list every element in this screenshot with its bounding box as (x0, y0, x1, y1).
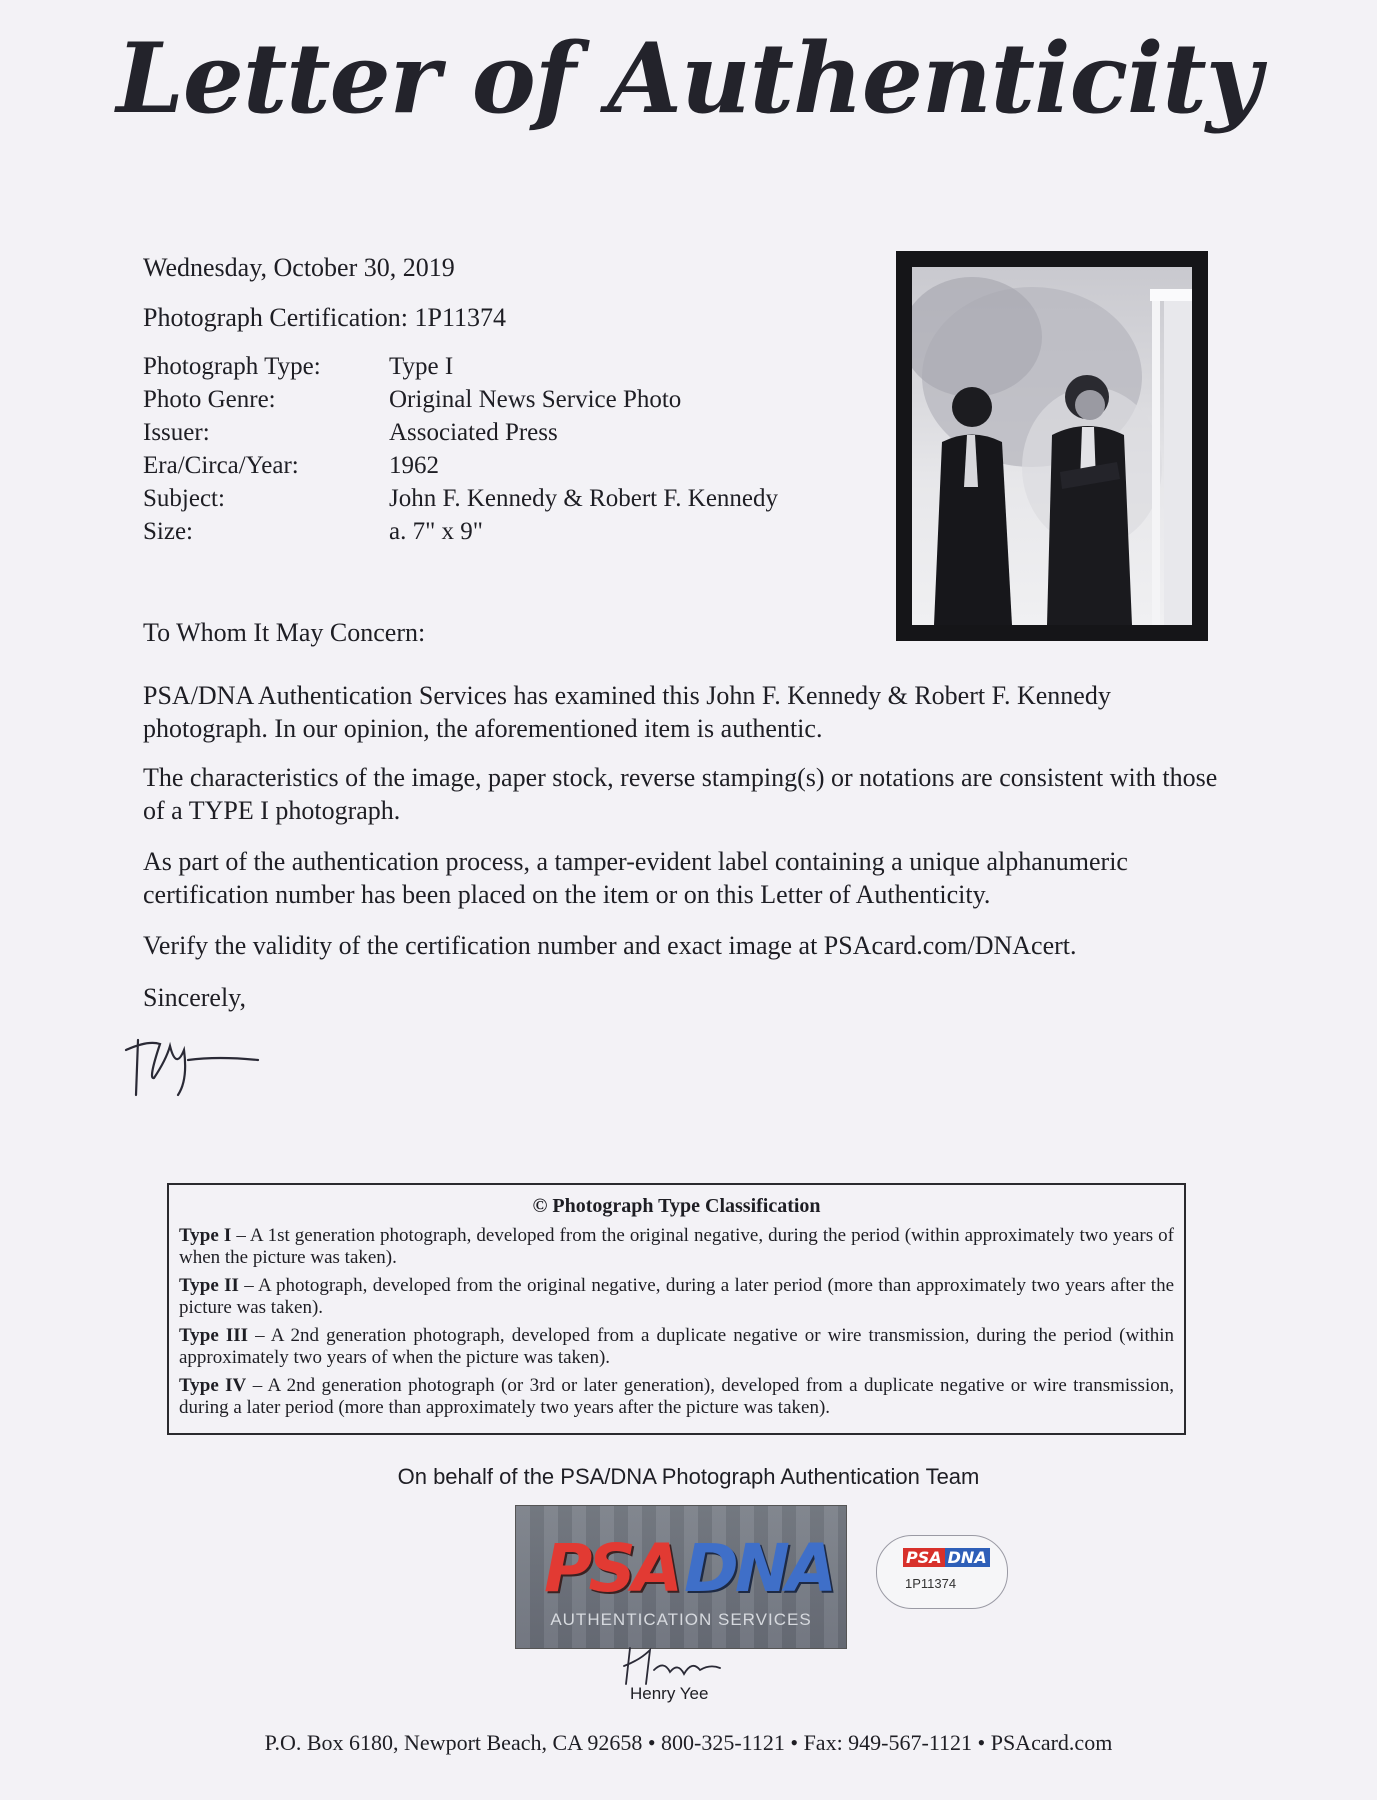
signer-name: Henry Yee (630, 1684, 709, 1703)
photograph-frame (896, 251, 1208, 641)
salutation: To Whom It May Concern: (143, 618, 426, 647)
type-name: Type IV (179, 1375, 247, 1396)
detail-label: Photograph Type: (143, 353, 321, 380)
photograph-image (912, 267, 1192, 625)
logo-dna: DNA (684, 1530, 834, 1607)
type-name: Type I (179, 1225, 232, 1246)
type-entry (179, 1375, 1174, 1419)
signature (118, 1020, 268, 1105)
paragraph: PSA/DNA Authentication Services has examined this John F. Kennedy & Robert F. Kennedy photograph. In our opinion, the aforementioned item is authentic. (143, 681, 1111, 743)
label-logo (903, 1546, 990, 1570)
detail-label: Size: (143, 518, 193, 545)
type-entry (179, 1225, 1174, 1269)
logo-psa: PSA (544, 1530, 679, 1607)
footer-address: P.O. Box 6180, Newport Beach, CA 92658 • 800-325-1121 • Fax: 949-567-1121 • PSAcard.com (264, 1730, 1113, 1755)
detail-value: Original News Service Photo (389, 386, 682, 413)
classification-box (167, 1183, 1186, 1435)
psa-dna-logo (515, 1505, 847, 1649)
label-psa: PSA (903, 1548, 945, 1567)
page-title: Letter of Authenticity (116, 22, 1261, 135)
tamper-evident-label (876, 1535, 1008, 1609)
label-dna: DNA (945, 1548, 990, 1567)
logo-tagline: AUTHENTICATION SERVICES (550, 1610, 812, 1629)
detail-label: Subject: (143, 485, 225, 512)
closing: Sincerely, (143, 983, 246, 1012)
detail-value: Type I (389, 353, 454, 380)
type-name: Type II (179, 1275, 239, 1296)
detail-label: Photo Genre: (143, 386, 276, 413)
letter-date: Wednesday, October 30, 2019 (143, 253, 455, 282)
type-name: Type III (179, 1325, 249, 1346)
paragraph: As part of the authentication process, a tamper-evident label containing a unique alphanumeric certification number has been placed on the item or on this Letter of Authenticity. (143, 847, 1128, 909)
detail-value: Associated Press (389, 419, 558, 446)
detail-label: Era/Circa/Year: (143, 452, 299, 479)
detail-value: John F. Kennedy & Robert F. Kennedy (389, 485, 779, 512)
type-description: – A 2nd generation photograph (or 3rd or later generation), developed from a duplicate negative or wire transmission, during a later period (more than approximately two years after the picture was taken). (179, 1375, 1174, 1418)
label-number: 1P11374 (905, 1576, 957, 1591)
type-entry (179, 1275, 1174, 1319)
classification-title: © Photograph Type Classification (532, 1195, 821, 1217)
certification-number: Photograph Certification: 1P11374 (143, 303, 506, 332)
type-description: – A 1st generation photograph, developed from the original negative, during the period (within approximately two years of when the picture was taken). (179, 1225, 1174, 1268)
detail-label: Issuer: (143, 419, 210, 446)
type-entry (179, 1325, 1174, 1369)
behalf-line: On behalf of the PSA/DNA Photograph Authentication Team (397, 1464, 980, 1489)
paragraph: Verify the validity of the certification number and exact image at PSAcard.com/DNAcert. (143, 931, 1077, 960)
type-description: – A 2nd generation photograph, developed from a duplicate negative or wire transmission, during the period (within approximately two years of when the picture was taken). (179, 1325, 1175, 1368)
detail-value: 1962 (389, 452, 439, 479)
paragraph: The characteristics of the image, paper stock, reverse stamping(s) or notations are consistent with those of a TYPE I photograph. (143, 763, 1218, 825)
type-description: – A photograph, developed from the original negative, during a later period (more than approximately two years after the picture was taken). (179, 1275, 1174, 1318)
detail-value: a. 7" x 9" (389, 518, 484, 545)
